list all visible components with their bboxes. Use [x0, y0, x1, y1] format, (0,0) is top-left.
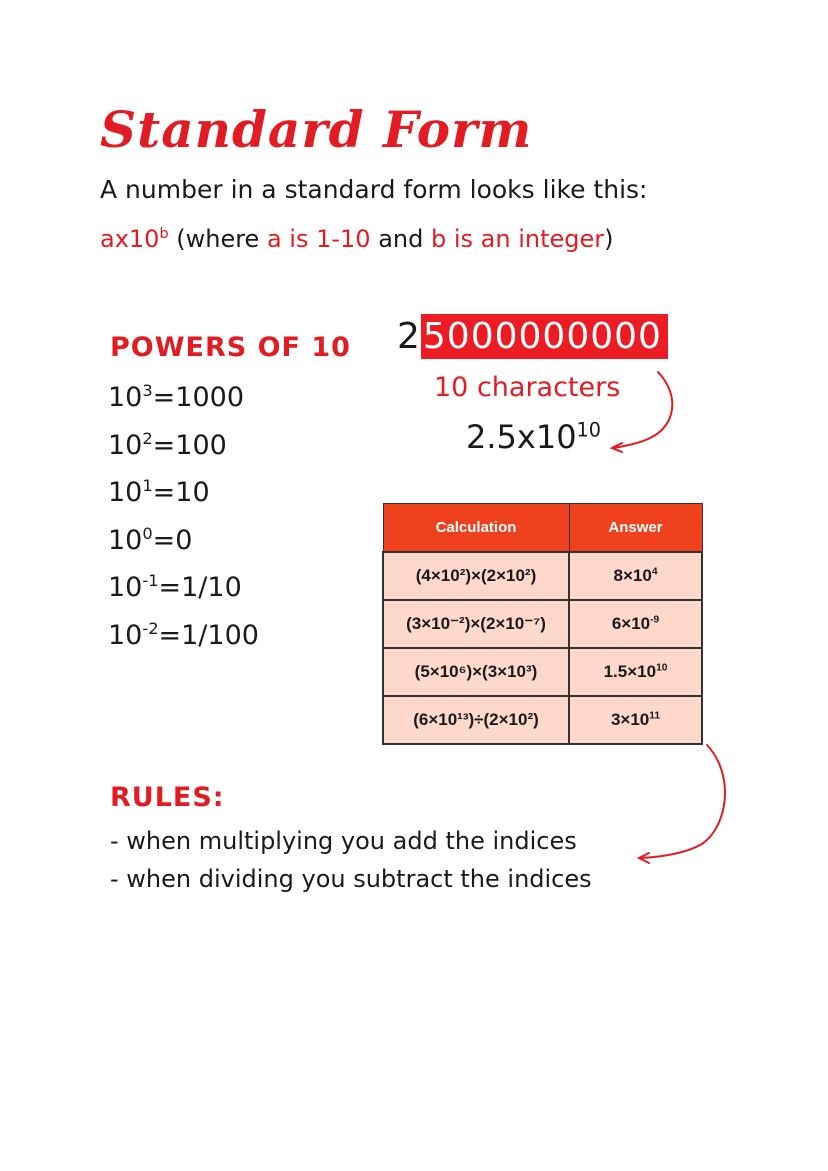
- power-item: $10^1=10$: [108, 476, 210, 509]
- powers-heading: POWERS OF 10: [110, 332, 351, 363]
- header-answer: Answer: [569, 504, 702, 553]
- answer-cell: $8\times 10^4$: [569, 552, 702, 600]
- calc-cell: (4×10²)×(2×10²): [383, 552, 569, 600]
- arrow-to-result: [612, 372, 672, 452]
- rules-heading: RULES:: [110, 782, 225, 813]
- highlighted-digits: 5000000000: [421, 314, 668, 359]
- answer-cell: $3\times 10^{11}$: [569, 696, 702, 744]
- formula-note-close: ): [604, 225, 614, 253]
- answer-cell: $6\times 10^{-9}$: [569, 600, 702, 648]
- page-title: Standard Form: [100, 100, 533, 159]
- calc-cell: (6×10¹³)÷(2×10²): [383, 696, 569, 744]
- rule-item: - when dividing you subtract the indices: [110, 865, 592, 893]
- power-item: $10^0=0$: [108, 523, 193, 556]
- power-item: $10^{-1}=1/10$: [108, 571, 242, 604]
- b-integer-label: b is an integer: [431, 225, 605, 253]
- arrow-to-rules: [639, 745, 725, 863]
- calc-cell: (3×10⁻²)×(2×10⁻⁷): [383, 600, 569, 648]
- intro-line: A number in a standard form looks like this:: [100, 175, 648, 204]
- characters-label: 10 characters: [434, 372, 621, 403]
- header-calculation: Calculation: [383, 504, 569, 553]
- power-item: $10^{-2}=1/100$: [108, 618, 259, 651]
- formula-note-open: (where: [176, 225, 260, 253]
- calc-cell: (5×10⁶)×(3×10³): [383, 648, 569, 696]
- power-item: $10^2=100$: [108, 428, 227, 461]
- formula: ax10$^b$: [100, 225, 169, 253]
- leading-digit: 2: [397, 316, 420, 357]
- answer-cell: $1.5\times 10^{10}$: [569, 648, 702, 696]
- rule-item: - when multiplying you add the indices: [110, 827, 577, 855]
- power-item: $10^3=1000$: [108, 381, 245, 413]
- standard-form-result: $2.5x10^{10}$: [466, 418, 601, 456]
- a-range-label: a is 1-10: [266, 225, 371, 253]
- and-label: and: [378, 225, 424, 253]
